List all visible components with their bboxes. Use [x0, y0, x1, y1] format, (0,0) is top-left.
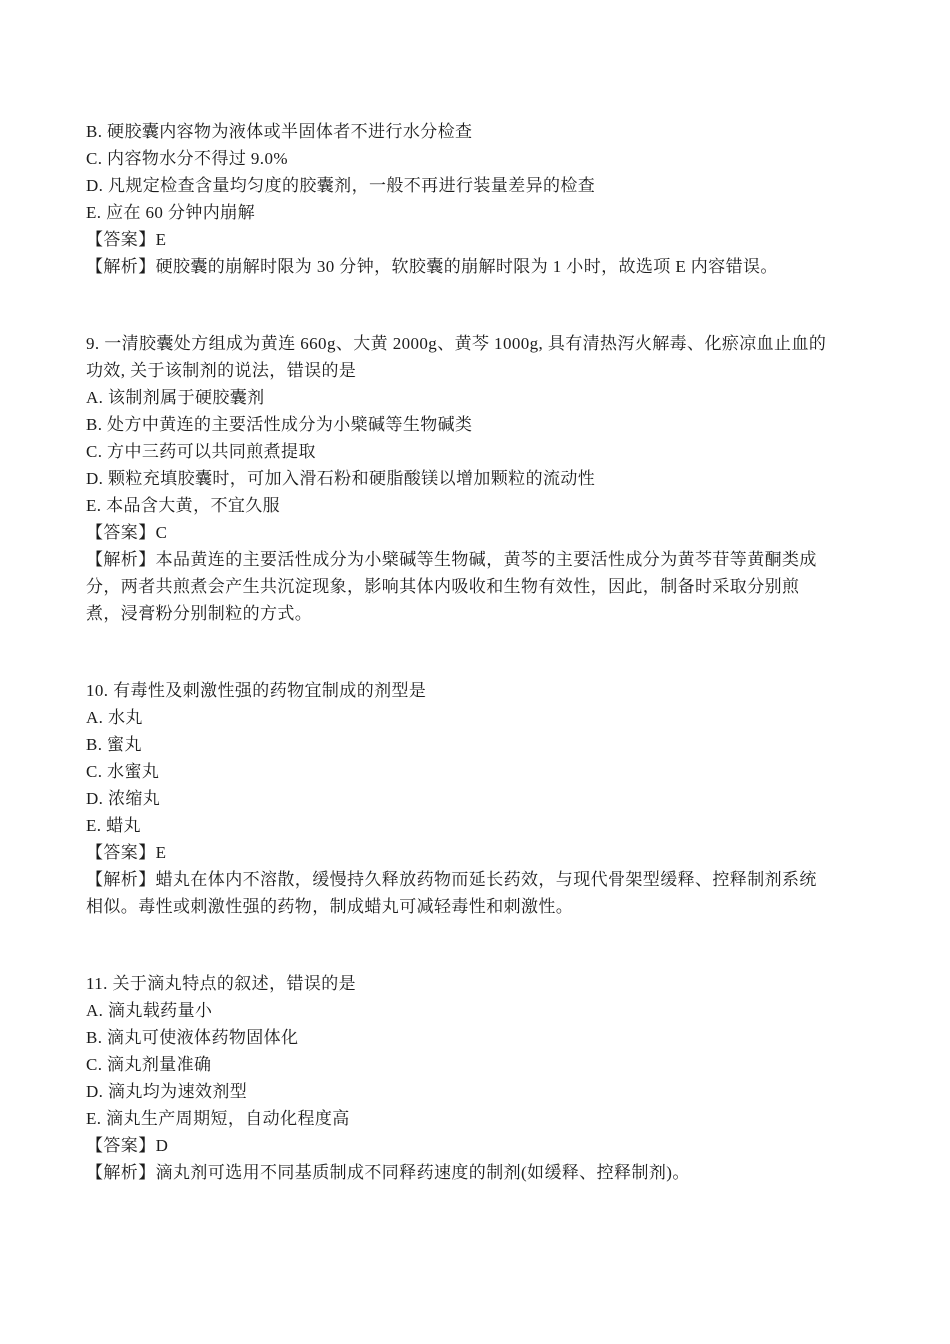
question-stem-line: 11. 关于滴丸特点的叙述，错误的是: [86, 974, 357, 993]
question-block-10: [86, 677, 896, 920]
option-line-b: B. 蜜丸: [86, 735, 142, 754]
analysis-line: 【解析】蜡丸在体内不溶散，缓慢持久释放药物而延长药效，与现代骨架型缓释、控释制剂系统: [86, 870, 817, 889]
option-line-e: E. 应在 60 分钟内崩解: [86, 203, 255, 222]
question-stem-line: 9. 一清胶囊处方组成为黄连 660g、大黄 2000g、黄芩 1000g, 具有清热泻火解毒、化瘀凉血止血的: [86, 334, 827, 353]
analysis-line: 【解析】硬胶囊的崩解时限为 30 分钟，软胶囊的崩解时限为 1 小时，故选项 E 内容错误。: [86, 257, 778, 276]
option-line-c: C. 方中三药可以共同煎煮提取: [86, 442, 316, 461]
option-line-b: B. 硬胶囊内容物为液体或半固体者不进行水分检查: [86, 122, 473, 141]
option-line-d: D. 颗粒充填胶囊时，可加入滑石粉和硬脂酸镁以增加颗粒的流动性: [86, 469, 596, 488]
analysis-line: 分，两者共煎煮会产生共沉淀现象，影响其体内吸收和生物有效性，因此，制备时采取分别煎: [86, 577, 800, 596]
option-line-e: E. 本品含大黄，不宜久服: [86, 496, 281, 515]
page-content: [86, 118, 896, 1186]
option-line-a: A. 水丸: [86, 708, 143, 727]
analysis-line: 煮，浸膏粉分别制粒的方式。: [86, 604, 313, 623]
option-line-e: E. 滴丸生产周期短，自动化程度高: [86, 1109, 350, 1128]
option-line-d: D. 凡规定检查含量均匀度的胶囊剂，一般不再进行装量差异的检查: [86, 176, 596, 195]
option-line-c: C. 水蜜丸: [86, 762, 160, 781]
option-line-b: B. 处方中黄连的主要活性成分为小檗碱等生物碱类: [86, 415, 473, 434]
option-line-a: A. 该制剂属于硬胶囊剂: [86, 388, 265, 407]
option-line-c: C. 滴丸剂量准确: [86, 1055, 212, 1074]
question-block-8-partial: [86, 118, 896, 280]
question-block-9: [86, 330, 896, 627]
question-stem-line: 10. 有毒性及刺激性强的药物宜制成的剂型是: [86, 681, 427, 700]
option-line-e: E. 蜡丸: [86, 816, 141, 835]
answer-line: 【答案】D: [86, 1136, 169, 1155]
answer-line: 【答案】E: [86, 230, 167, 249]
option-line-b: B. 滴丸可使液体药物固体化: [86, 1028, 299, 1047]
answer-line: 【答案】C: [86, 523, 168, 542]
answer-line: 【答案】E: [86, 843, 167, 862]
question-block-11: [86, 970, 896, 1186]
question-stem-line: 功效, 关于该制剂的说法，错误的是: [86, 361, 357, 380]
option-line-c: C. 内容物水分不得过 9.0%: [86, 149, 288, 168]
option-line-a: A. 滴丸载药量小: [86, 1001, 213, 1020]
analysis-line: 【解析】本品黄连的主要活性成分为小檗碱等生物碱，黄芩的主要活性成分为黄芩苷等黄酮类成: [86, 550, 817, 569]
option-line-d: D. 滴丸均为速效剂型: [86, 1082, 248, 1101]
analysis-line: 相似。毒性或刺激性强的药物，制成蜡丸可减轻毒性和刺激性。: [86, 897, 574, 916]
option-line-d: D. 浓缩丸: [86, 789, 161, 808]
analysis-line: 【解析】滴丸剂可选用不同基质制成不同释药速度的制剂(如缓释、控释制剂)。: [86, 1163, 690, 1182]
